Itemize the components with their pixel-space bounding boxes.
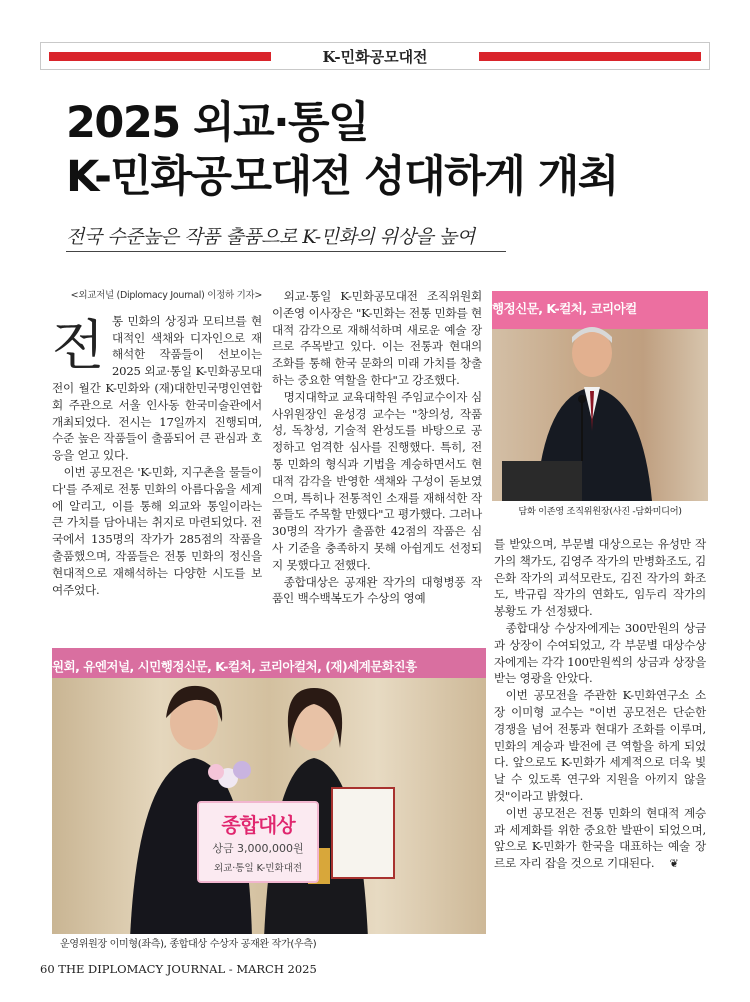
- column-3: [494, 536, 706, 873]
- col3-paragraph-1: 를 받았으며, 부문별 대상으로는 유성만 작가의 책가도, 김영주 작가의 만병화조도, 김은화 작가의 괴석모란도, 김진 작가의 화조도, 박규림 작가의 연화도, 임두리 작가의 봉황도 가 선정됐다.: [494, 537, 706, 619]
- end-mark-icon: ❦: [669, 857, 679, 871]
- title-line-2: K-민화공모대전 성대하게 개최: [66, 152, 618, 202]
- column-1: [52, 288, 262, 598]
- col2-paragraph-1: 외교·통일 K-민화공모대전 조직위원회 이존영 이사장은 "K-민화는 전통 민화를 현대적 감각으로 재해석하며 새로운 예술 장르로 주목받고 있다. 이는 전통과 현대의 조화를 통해 한국 문화의 미래 가치를 창출하는 중요한 역할을 한다"고 강조했다.: [272, 289, 482, 387]
- title-line-1: 2025 외교·통일: [66, 98, 369, 148]
- photo-chairman: [492, 291, 708, 523]
- column-2: [272, 288, 482, 607]
- article-title: [66, 96, 706, 204]
- col3-paragraph-4-text: 이번 공모전은 전통 민화의 현대적 계승과 세계화를 위한 중요한 발판이 되었으며, 앞으로 K-민화가 한국을 대표하는 예술 장르로 자리 잡을 것으로 기대된다.: [494, 805, 706, 871]
- award-board-title: 종합대상: [221, 813, 295, 837]
- award-board-prize: 상금 3,000,000원: [212, 842, 304, 855]
- section-header: [40, 42, 710, 70]
- photo2-caption: 운영위원장 이미형(좌측), 종합대상 수상자 공재완 작가(우측): [52, 934, 486, 956]
- photo-award-ceremony: [52, 648, 486, 956]
- col1-paragraph-1: 통 민화의 상징과 모티브를 현대적인 색채와 디자인으로 재해석한 작품들이 선보이는 2025 외교·통일 K-민화공모대전이 월간 K-민화와 (재)대한민국명인연합회 주관으로 서울 인사동 한국미술관에서 개최되었다. 전시는 17일까지 진행되며, 수준 높은 작품들이 출품되어 큰 관심과 호응을 얻고 있다.: [52, 313, 262, 463]
- drop-cap: 전: [52, 313, 104, 377]
- photo2-banner-text: 원회, 유엔저널, 시민행정신문, K-컬처, 코리아컬처, (재)세계문화진흥: [52, 659, 417, 674]
- chairman-figure: [492, 291, 708, 523]
- col2-paragraph-3: 종합대상은 공재완 작가의 대형병풍 작품인 백수백복도가 수상의 영예: [272, 574, 482, 606]
- award-board-event: 외교·통일 K-민화대전: [213, 863, 303, 874]
- subtitle-rule: [66, 251, 506, 252]
- photo1-banner-text: 행정신문, K-컬처, 코리아컬: [492, 301, 637, 316]
- page-footer: 60 THE DIPLOMACY JOURNAL - MARCH 2025: [40, 962, 317, 976]
- photo1-caption: 담화 이존영 조직위원장(사진 -담화미디어): [492, 501, 708, 523]
- header-bar-right: [479, 52, 701, 61]
- article-subtitle: 전국 수준높은 작품 출품으로 K-민화의 위상을 높여: [66, 226, 475, 248]
- col3-paragraph-3: 이번 공모전을 주관한 K-민화연구소 소장 이미형 교수는 "이번 공모전은 단순한 경쟁을 넘어 전통과 현대가 조화를 이루며, 민화의 계승과 발전에 큰 역할을 하게 되었다. 앞으로도 K-민화가 세계적으로 더욱 빛날 수 있도록 연구와 지원을 아끼지 않을 것"이라고 밝혔다.: [494, 688, 706, 803]
- award-board: [197, 801, 319, 883]
- col3-paragraph-4: [494, 805, 706, 873]
- col1-paragraph-2: 이번 공모전은 'K-민화, 지구촌을 물들이다'를 주제로 전통 민화의 아름다움을 세계에 알리고, 이를 통해 외교와 통일이라는 큰 가치를 담아내는 취지로 마련되었다. 전국에서 135명의 작가가 285점의 작품을 출품했으며, 작품들은 전통 민화의 정신을 현대적으로 재해석하는 다양한 시도를 보여주었다.: [52, 464, 262, 597]
- col2-paragraph-2: 명지대학교 교육대학원 주임교수이자 심사위원장인 윤성경 교수는 "창의성, 작품성, 독창성, 기술적 완성도를 바탕으로 공정하고 엄격한 심사를 진행했다. 특히, 전통 민화의 형식과 기법을 계승하면서도 현대적 감각을 반영한 색채와 구성이 돋보였으며, 특히나 전통적인 소재를 재해석한 작품들도 주목할 만했다"고 평가했다. 그러나 30명의 작가가 출품한 42점의 작품은 심사 기준을 충족하지 못해 아쉽게도 선정되지 못했다고 전했다.: [272, 389, 482, 572]
- section-label: K-민화공모대전: [322, 48, 428, 66]
- col3-paragraph-2: 종합대상 수상자에게는 300만원의 상금과 상장이 수여되었고, 각 부문별 대상수상자에게는 각각 100만원씩의 상금과 상장을 받는 영광을 안았다.: [494, 620, 706, 686]
- byline: <외교저널 (Diplomacy Journal) 이정하 기자>: [70, 290, 262, 301]
